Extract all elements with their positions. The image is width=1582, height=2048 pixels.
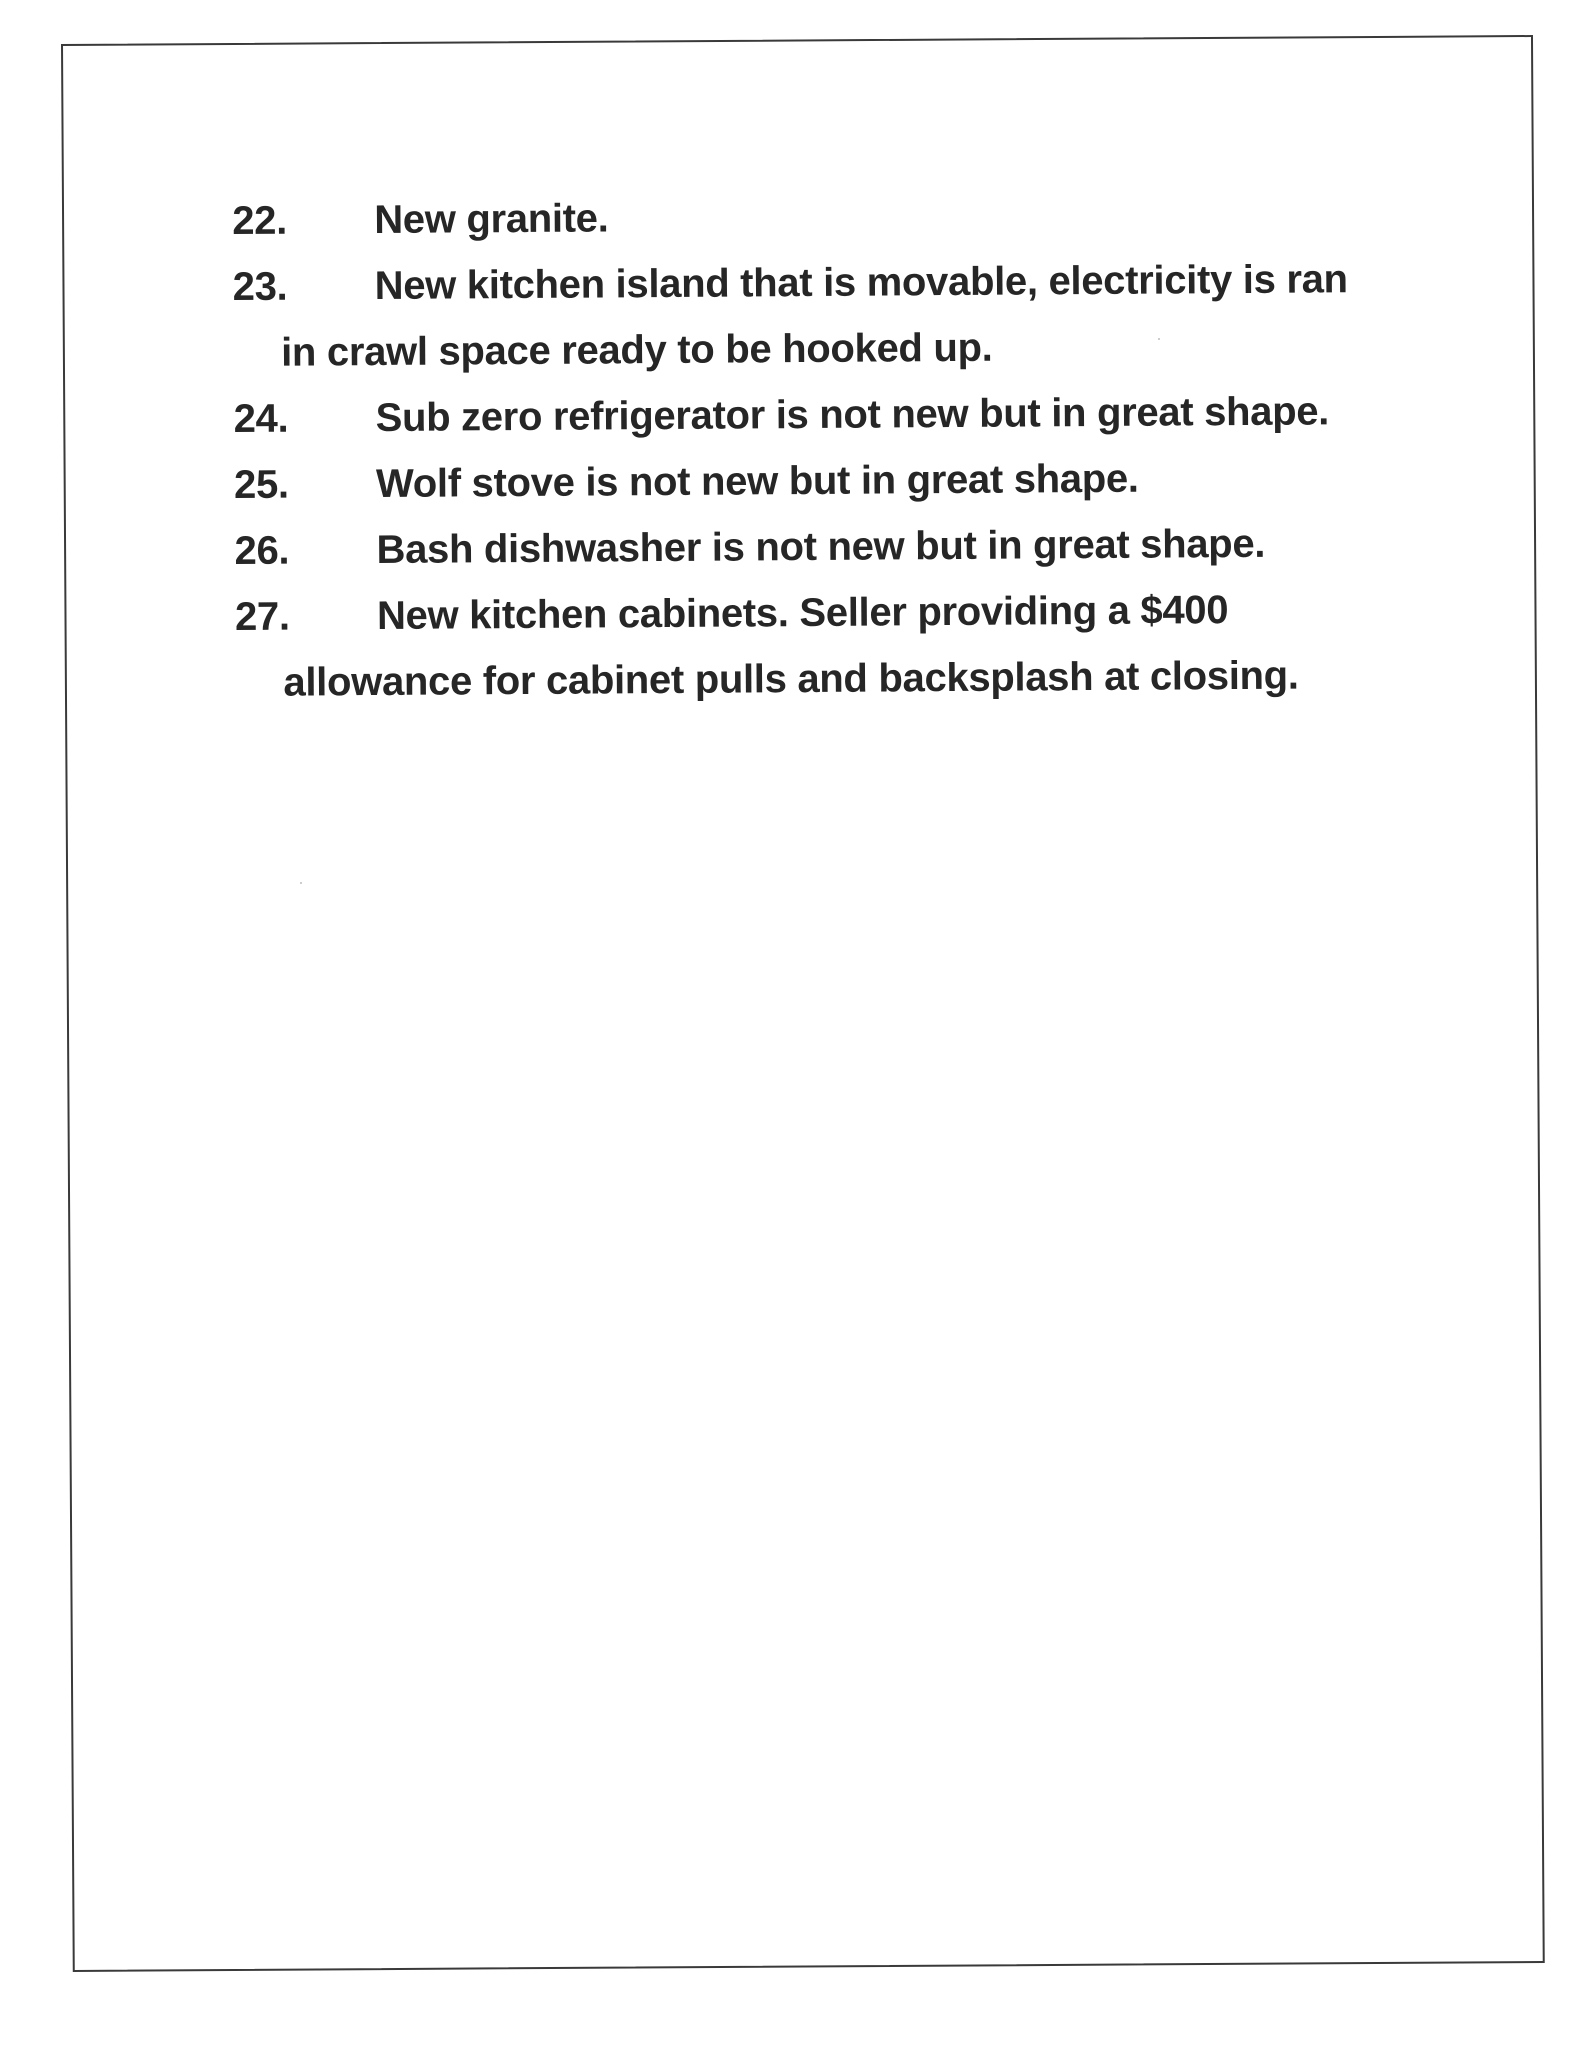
item-text: New kitchen cabinets. Seller providing a $400 bbox=[376, 588, 1229, 638]
item-number: 24. bbox=[233, 396, 289, 441]
list-item bbox=[235, 576, 1416, 716]
item-number: 23. bbox=[232, 264, 288, 309]
item-number: 26. bbox=[234, 528, 290, 573]
list-item bbox=[234, 444, 1414, 518]
scan-speck bbox=[1158, 338, 1160, 340]
list-item bbox=[233, 378, 1413, 452]
item-text: Sub zero refrigerator is not new but in great shape. bbox=[375, 389, 1330, 441]
item-number: 25. bbox=[233, 462, 289, 507]
list-item bbox=[232, 180, 1412, 254]
item-text: New granite. bbox=[374, 196, 609, 243]
item-text: New kitchen island that is movable, electricity is ran bbox=[374, 257, 1348, 309]
numbered-list bbox=[232, 180, 1416, 716]
list-item bbox=[232, 246, 1413, 386]
item-continuation: allowance for cabinet pulls and backsplash at closing. bbox=[283, 653, 1299, 705]
item-text: Bash dishwasher is not new but in great shape. bbox=[376, 521, 1266, 572]
list-item bbox=[234, 510, 1414, 584]
item-number: 22. bbox=[232, 198, 288, 243]
scan-speck bbox=[300, 882, 302, 884]
item-continuation: in crawl space ready to be hooked up. bbox=[280, 325, 993, 375]
item-number: 27. bbox=[234, 594, 290, 639]
item-text: Wolf stove is not new but in great shape. bbox=[375, 456, 1139, 507]
